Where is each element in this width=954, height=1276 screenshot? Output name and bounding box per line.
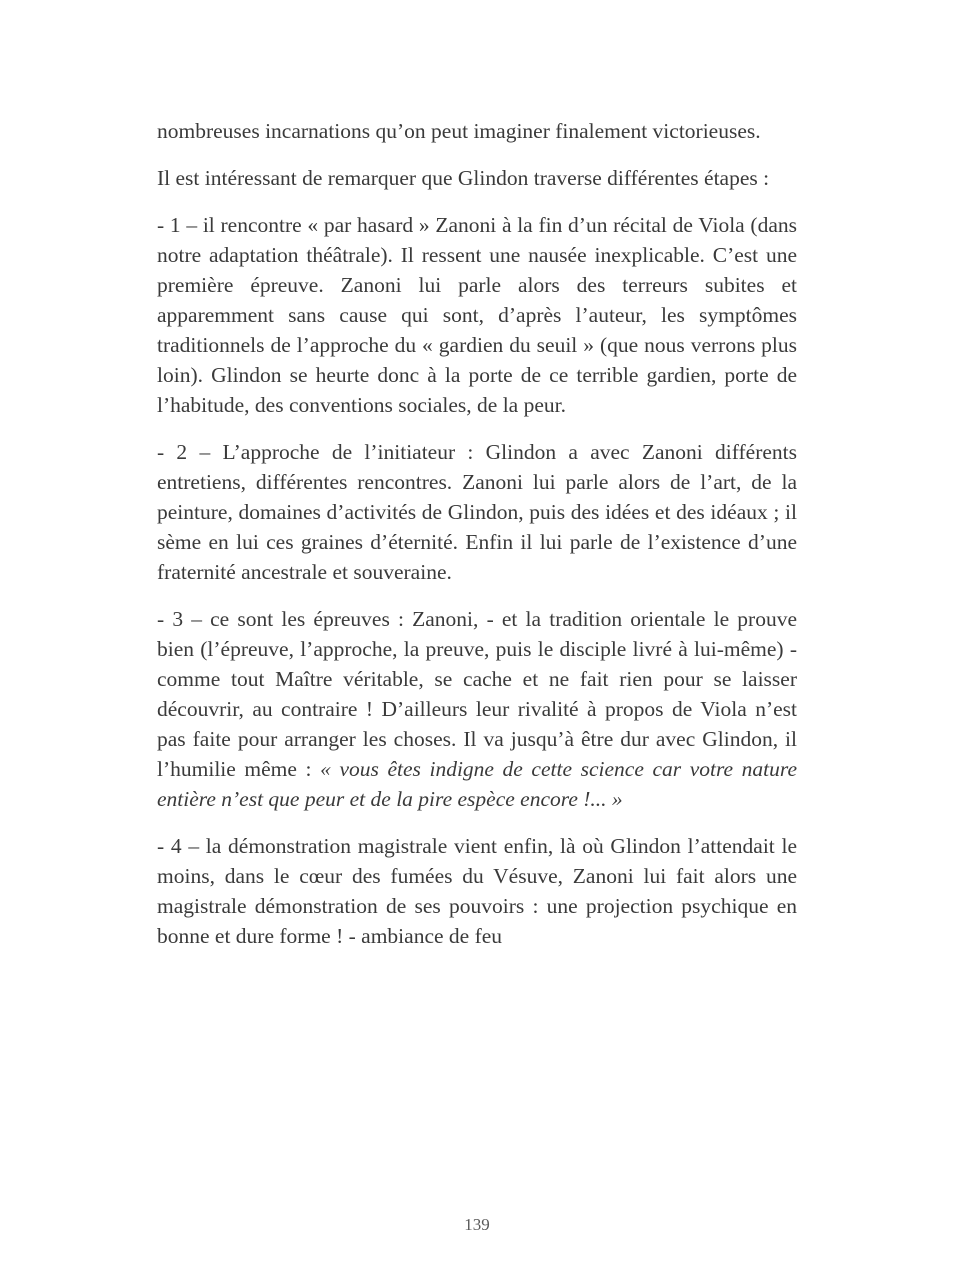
paragraph-run: - 2 – L’approche de l’initiateur : Glindon a avec Zanoni différents entretiens, différentes rencontres. Zanoni lui parle alors de l’art, de la peinture, domaines d’activités de Glindon, puis des idées et des idéaux ; il sème en lui ces graines d’éternité. Enfin il lui parle de l’existence d’une fraternité ancestrale et souveraine. bbox=[157, 440, 797, 584]
paragraph bbox=[157, 604, 797, 814]
paragraph-run: - 1 – il rencontre « par hasard » Zanoni à la fin d’un récital de Viola (dans notre adaptation théâtrale). Il ressent une nausée inexplicable. C’est une première épreuve. Zanoni lui parle alors des terreurs subites et apparemment sans cause qui sont, d’après l’auteur, les symptômes traditionnels de l’approche du « gardien du seuil » (que nous verrons plus loin). Glindon se heurte donc à la porte de ce terrible gardien, porte de l’habitude, des conventions sociales, de la peur. bbox=[157, 213, 797, 417]
paragraph bbox=[157, 437, 797, 587]
paragraph bbox=[157, 831, 797, 951]
page-number: 139 bbox=[464, 1215, 490, 1234]
paragraph-run: - 4 – la démonstration magistrale vient enfin, là où Glindon l’attendait le moins, dans le cœur des fumées du Vésuve, Zanoni lui fait alors une magistrale démonstration de ses pouvoirs : une projection psychique en bonne et dure forme ! - ambiance de feu bbox=[157, 834, 797, 948]
paragraph-run: - 3 – ce sont les épreuves : Zanoni, - et la tradition orientale le prouve bien (l’épreuve, l’approche, la preuve, puis le disciple livré à lui-même) - comme tout Maître véritable, se cache et ne fait rien pour se laisser découvrir, au contraire ! D’ailleurs leur rivalité à propos de Viola n’est pas faite pour arranger les choses. Il va jusqu’à être dur avec Glindon, il l’humilie même : bbox=[157, 607, 797, 781]
paragraph-run: Il est intéressant de remarquer que Glindon traverse différentes étapes : bbox=[157, 166, 770, 190]
page-text bbox=[157, 116, 797, 968]
paragraph bbox=[157, 163, 797, 193]
paragraph bbox=[157, 210, 797, 420]
paragraph-run-italic: « vous êtes indigne de cette science car votre nature entière n’est que peur et de la pire espèce encore !... » bbox=[157, 757, 798, 811]
paragraph bbox=[157, 116, 797, 146]
paragraph-run: nombreuses incarnations qu’on peut imaginer finalement victorieuses. bbox=[157, 119, 761, 143]
